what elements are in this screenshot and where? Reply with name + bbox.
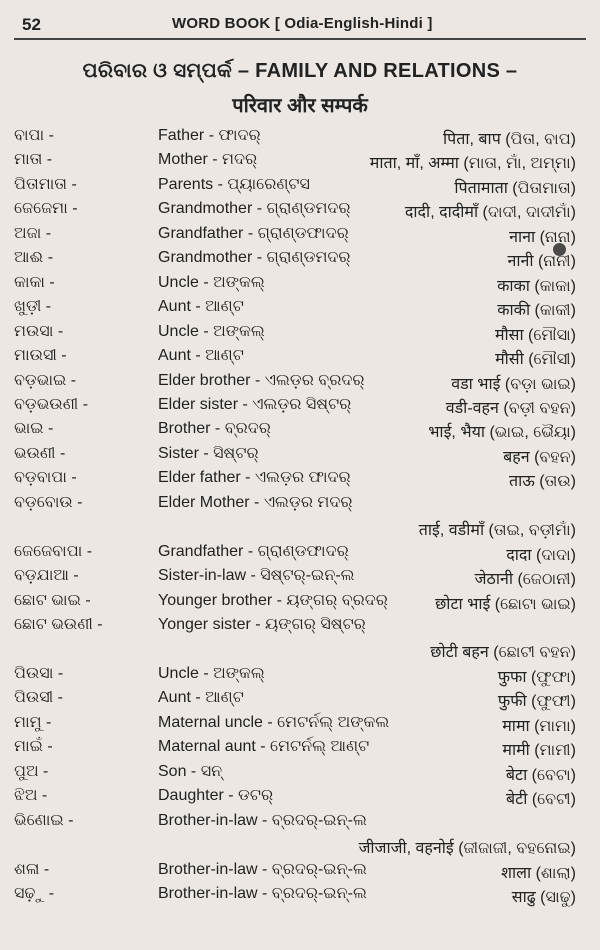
english-term: Brother-in-law - ବ୍ରଦର୍-ଇନ୍-ଲ [158,884,367,902]
hindi-term: बेटी (ବେଟୀ) [506,791,576,809]
page-number: 52 [22,15,41,34]
odia-term: ପିତାମାତା - [14,175,77,193]
list-item [0,298,600,322]
english-term: Elder Mother - ଏଲଡ଼ର ମଦର୍ [158,493,353,511]
hindi-term: पितामाता (ପିତାମାତା) [454,179,576,197]
odia-term: ଶଳା - [14,860,50,878]
list-item [0,763,600,787]
odia-term: ମାଉସୀ - [14,347,67,365]
odia-term: ମଉସା - [14,322,64,340]
english-term: Brother-in-law - ବ୍ରଦର୍-ଇନ୍-ଲ [158,860,367,878]
english-term: Grandfather - ଗ୍ରାଣ୍ଡଫାଦର୍ [158,224,349,242]
list-item [0,176,600,200]
hindi-term: मौसा (ମୌସା) [494,326,576,344]
list-item [0,225,600,249]
list-item [0,347,600,371]
english-term: Uncle - ଅଙ୍କଲ୍ [158,273,265,291]
hindi-term: फुफी (ଫୁଫୀ) [497,693,576,711]
english-term: Son - ସନ୍ [158,762,223,780]
english-term: Daughter - ଡଟର୍ [158,787,274,805]
hindi-term: दादा (ଦାଦା) [506,546,576,564]
english-term: Brother-in-law - ବ୍ରଦର୍-ଇନ୍-ଲ [158,811,367,829]
odia-term: ଭାଇ - [14,420,54,438]
hindi-term: छोटी बहन (ଛୋଟୀ ବହନ) [430,644,576,662]
english-term: Elder brother - ଏଲଡ଼ର ବ୍ରଦର୍ [158,371,365,389]
english-term: Elder father - ଏଲଡ଼ର ଫାଦର୍ [158,469,351,487]
odia-term: ଛୋଟ ଭାଇ - [14,591,91,609]
list-item [0,812,600,836]
english-term: Aunt - ଆଣ୍ଟ [158,298,244,316]
english-term: Yonger sister - ୟଙ୍ଗର୍ ସିଷ୍ଟର୍ [158,616,366,633]
list-item [0,445,600,469]
odia-term: ବାପା - [14,127,54,144]
book-title: WORD BOOK [ Odia-English-Hindi ] [172,15,433,32]
english-term: Maternal aunt - ମେଟର୍ନଲ୍ ଆଣ୍ଟ [158,738,370,756]
english-term: Younger brother - ୟଙ୍ଗର୍ ବ୍ରଦର୍ [158,591,388,609]
hindi-term: बहन (ବହନ) [503,448,576,466]
english-term: Aunt - ଆଣ୍ଟ [158,347,244,365]
odia-term: ବଡ଼ଭଉଣୀ - [14,395,89,413]
list-item [0,836,600,860]
list-item [0,494,600,518]
hindi-term: मौसी (ମୌସୀ) [495,351,576,369]
english-term: Sister-in-law - ସିଷ୍ଟର୍-ଇନ୍-ଲ [158,567,355,585]
english-term: Parents - ପ୍ୟାରେଣ୍ଟସ [158,175,310,193]
hindi-term: छोटा भाई (ଛୋଟା ଭାଇ) [435,595,576,613]
odia-term: ଆଈ - [14,249,54,267]
list-item [0,738,600,762]
list-item [0,274,600,298]
hindi-term: जेठानी (ଜେଠାନୀ) [474,571,576,589]
list-item [0,592,600,616]
hindi-term: मामी (ମାମୀ) [502,742,576,760]
odia-term: ଝିଅ - [14,787,48,805]
english-term: Grandmother - ଗ୍ରାଣ୍ଡମଦର୍ [158,200,351,218]
list-item [0,567,600,591]
odia-term: ବଡ଼ଯାଆ - [14,567,79,585]
hindi-term: काका (କାକା) [497,277,576,295]
odia-term: ମାଇଁ - [14,738,53,756]
hindi-term: नानी (ନାନୀ) [507,253,576,271]
hindi-term: काकी (କାକୀ) [497,302,576,320]
odia-term: ପିଉସୀ - [14,689,63,707]
hindi-term: शाला (ଶାଲା) [501,864,576,882]
english-term: Elder sister - ଏଲଡ଼ର ସିଷ୍ଟର୍ [158,395,352,413]
odia-term: ବଡ଼ବାପା - [14,469,77,487]
hindi-term: ताई, वडीमाँ (ତାଇ, ବଡ଼ୀମାଁ) [418,522,576,540]
odia-term: ଖୁଡ଼ୀ - [14,298,52,316]
list-item [0,787,600,811]
list-item [0,665,600,689]
hindi-term: साढु (ସାଢୁ) [511,888,576,906]
hindi-term: माता, माँ, अम्मा (ମାତା, ମାଁ, ଅମ୍ମା) [369,155,576,173]
hindi-term: नाना (ନାନା) [509,228,576,246]
hindi-term: दादी, दादीमाँ (ଦାଦୀ, ଦାଦୀମାଁ) [404,204,576,222]
odia-term: ଭିଣୋଇ - [14,811,74,829]
odia-term: ଭଉଣୀ - [14,444,66,462]
odia-term: ମାତା - [14,151,53,169]
odia-term: ପୁଅ - [14,762,49,780]
english-term: Mother - ମଦର୍ [158,151,258,169]
page-header [14,12,586,40]
odia-term: ସଢ଼ୁ - [14,884,55,902]
hindi-term: ताऊ (ତାଉ) [509,473,576,491]
odia-term: ଜେଜେମା - [14,200,78,218]
section-subtitle-hindi: परिवार और सम्पर्क [232,95,368,117]
list-item [0,420,600,444]
hindi-term: जीजाजी, वहनोई (ଜୀଜାଜୀ, ବହନୋଇ) [358,840,576,858]
list-item [0,518,600,542]
english-term: Grandfather - ଗ୍ରାଣ୍ଡଫାଦର୍ [158,542,349,560]
hindi-term: मामा (ମାମା) [502,717,576,735]
odia-term: ଅଜା - [14,224,52,242]
english-term: Uncle - ଅଙ୍କଲ୍ [158,322,265,340]
section-title: ପରିବାର ଓ ସମ୍ପର୍କ – FAMILY AND RELATIONS – [82,60,518,82]
english-term: Grandmother - ଗ୍ରାଣ୍ଡମଦର୍ [158,249,351,267]
hindi-term: बेटा (ବେଟା) [505,766,576,784]
list-item [0,640,600,664]
list-item [0,543,600,567]
list-item [0,714,600,738]
list-item [0,469,600,493]
list-item [0,396,600,420]
list-item [0,861,600,885]
list-item [0,689,600,713]
english-term: Brother - ବ୍ରଦର୍ [158,420,271,438]
odia-term: ପିଉସା - [14,664,64,682]
list-item [0,885,600,909]
hindi-term: वडी-वहन (ବଡ଼ୀ ବହନ) [445,399,576,417]
odia-term: ବଡ଼ଭାଇ - [14,371,77,389]
odia-term: ଛୋଟ ଭଉଣୀ - [14,616,103,633]
list-item [0,249,600,273]
list-item [0,616,600,640]
list-item [0,151,600,175]
list-item [0,323,600,347]
list-item [0,200,600,224]
odia-term: ମାମୁ - [14,713,52,731]
english-term: Sister - ସିଷ୍ଟର୍ [158,444,259,462]
odia-term: କାକା - [14,273,55,291]
english-term: Aunt - ଆଣ୍ଟ [158,689,244,707]
hindi-term: भाई, भैया (ଭାଇ, ଭୈୟା) [428,424,576,442]
english-term: Uncle - ଅଙ୍କଲ୍ [158,664,265,682]
list-item [0,127,600,151]
odia-term: ଜେଜେବାପା - [14,542,93,560]
english-term: Maternal uncle - ମେଟର୍ନଲ୍ ଅଙ୍କଲ [158,713,390,731]
odia-term: ବଡ଼ବୋଉ - [14,493,83,511]
hindi-term: वडा भाई (ବଡ଼ା ଭାଇ) [451,375,576,393]
hindi-term: पिता, बाप (ପିତା, ବାପ) [443,131,576,148]
english-term: Father - ଫାଦର୍ [158,127,261,144]
hindi-term: फुफा (ଫୁଫା) [497,668,576,686]
list-item [0,372,600,396]
